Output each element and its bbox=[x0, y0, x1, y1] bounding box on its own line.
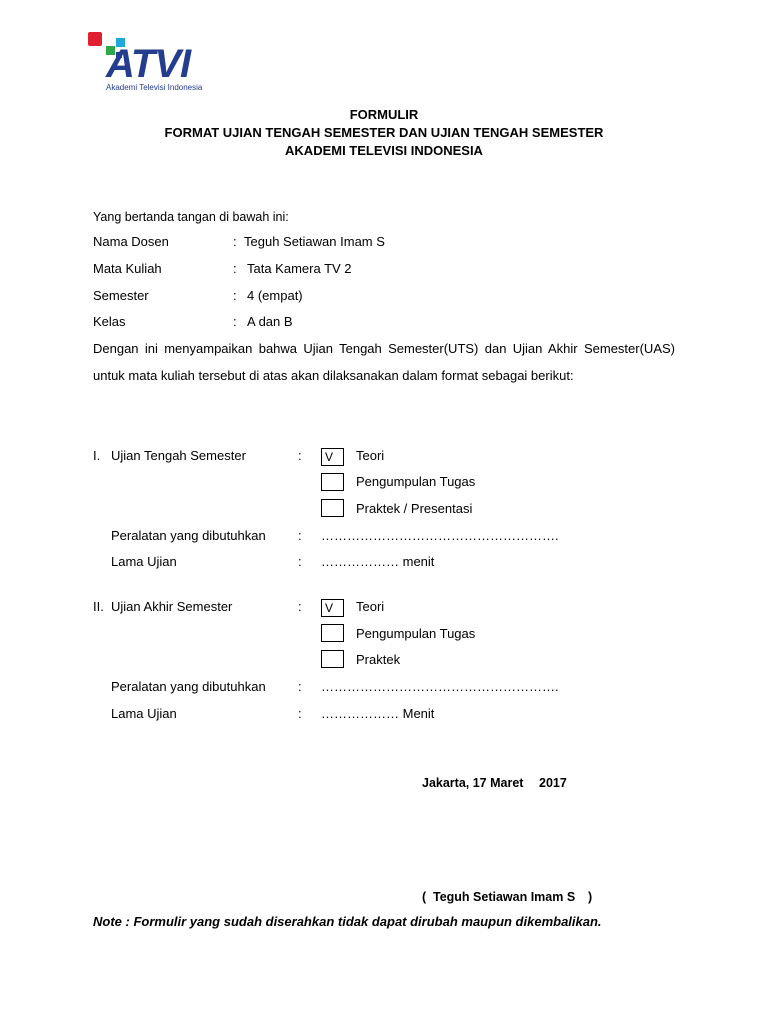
uas-number: II. bbox=[93, 599, 104, 614]
uas-duration-colon: : bbox=[298, 706, 302, 721]
uas-praktek-checkbox[interactable] bbox=[321, 650, 344, 668]
uts-number: I. bbox=[93, 448, 101, 463]
uas-tugas-checkbox[interactable] bbox=[321, 624, 344, 642]
uts-tugas-label: Pengumpulan Tugas bbox=[356, 474, 476, 489]
date-year: 2017 bbox=[539, 776, 567, 790]
uts-title: Ujian Tengah Semester bbox=[111, 448, 246, 463]
field-value-mata-kuliah: Tata Kamera TV 2 bbox=[247, 261, 352, 276]
uas-equipment-value[interactable]: ………………………………………………. bbox=[321, 679, 559, 694]
logo-red-square bbox=[88, 32, 102, 46]
uts-equipment-value[interactable]: ………………………………………………. bbox=[321, 528, 559, 543]
intro-text: Yang bertanda tangan di bawah ini: bbox=[93, 210, 289, 224]
heading-formulir: FORMULIR bbox=[349, 107, 419, 122]
uas-duration-label: Lama Ujian bbox=[111, 706, 177, 721]
uts-tugas-checkbox[interactable] bbox=[321, 473, 344, 491]
uas-praktek-label: Praktek bbox=[356, 652, 401, 667]
atvi-logo bbox=[86, 30, 216, 96]
field-colon: : bbox=[233, 288, 237, 303]
field-colon: : bbox=[233, 314, 237, 329]
uts-teori-checkbox[interactable]: V bbox=[321, 448, 344, 466]
heading-institution: AKADEMI TELEVISI INDONESIA bbox=[285, 143, 483, 158]
signature-close-paren: ) bbox=[588, 890, 593, 904]
uas-tugas-label: Pengumpulan Tugas bbox=[356, 626, 476, 641]
field-label-semester: Semester bbox=[93, 288, 149, 303]
field-label-kelas: Kelas bbox=[93, 314, 126, 329]
footer-note: Note : Formulir yang sudah diserahkan tidak dapat dirubah maupun dikembalikan. bbox=[93, 914, 602, 929]
statement-paragraph: Dengan ini menyampaikan bahwa Ujian Tengah Semester(UTS) dan Ujian Akhir Semester(UAS) untuk mata kuliah tersebut di atas akan dilaksanakan dalam format sebagai berikut: bbox=[93, 341, 675, 383]
uts-duration-colon: : bbox=[298, 554, 302, 569]
uas-title: Ujian Akhir Semester bbox=[111, 599, 233, 614]
field-label-nama-dosen: Nama Dosen bbox=[93, 234, 169, 249]
uts-colon: : bbox=[298, 448, 302, 463]
field-value-nama-dosen: Teguh Setiawan Imam S bbox=[244, 234, 385, 249]
logo-wordmark: ATVI bbox=[106, 42, 191, 86]
uts-duration-label: Lama Ujian bbox=[111, 554, 177, 569]
uas-teori-label: Teori bbox=[356, 599, 385, 614]
signature-open-paren: ( bbox=[422, 890, 427, 904]
field-colon: : bbox=[233, 234, 237, 249]
uts-equipment-label: Peralatan yang dibutuhkan bbox=[111, 528, 266, 543]
field-value-semester: 4 (empat) bbox=[247, 288, 303, 303]
uas-equipment-colon: : bbox=[298, 679, 302, 694]
uas-duration-value[interactable]: ……………… Menit bbox=[321, 706, 435, 721]
signature-name: Teguh Setiawan Imam S bbox=[433, 890, 576, 904]
field-colon: : bbox=[233, 261, 237, 276]
heading-format: FORMAT UJIAN TENGAH SEMESTER DAN UJIAN TENGAH SEMESTER bbox=[164, 125, 604, 140]
uts-praktek-checkbox[interactable] bbox=[321, 499, 344, 517]
uts-duration-value[interactable]: ……………… menit bbox=[321, 554, 435, 569]
uts-teori-label: Teori bbox=[356, 448, 385, 463]
field-value-kelas: A dan B bbox=[247, 314, 293, 329]
uas-equipment-label: Peralatan yang dibutuhkan bbox=[111, 679, 266, 694]
uts-praktek-label: Praktek / Presentasi bbox=[356, 501, 473, 516]
logo-subtitle: Akademi Televisi Indonesia bbox=[106, 83, 203, 92]
place-date: Jakarta, 17 Maret bbox=[422, 776, 524, 790]
field-label-mata-kuliah: Mata Kuliah bbox=[93, 261, 162, 276]
uas-colon: : bbox=[298, 599, 302, 614]
uts-equipment-colon: : bbox=[298, 528, 302, 543]
uas-teori-checkbox[interactable]: V bbox=[321, 599, 344, 617]
